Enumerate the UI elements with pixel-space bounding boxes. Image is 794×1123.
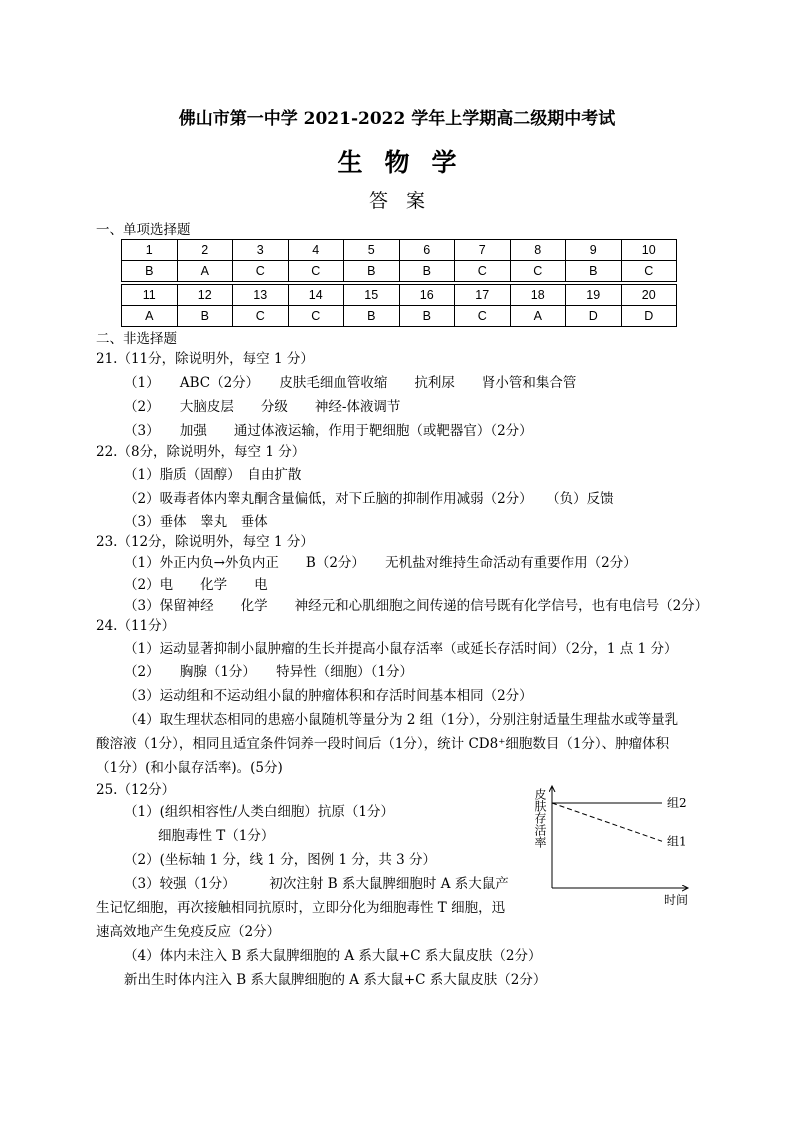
question-number-cell-9: 10 <box>621 240 677 261</box>
q24-line4a: （4）取生理状态相同的患癌小鼠随机等量分为 2 组（1分），分别注射适量生理盐水或等量乳 <box>124 712 679 728</box>
q24-line2: （2） 胸腺（1分） 特异性（细胞）（1分） <box>124 664 414 680</box>
answer-cell-1: A <box>177 261 233 282</box>
subject-title: 生物学 <box>337 148 479 177</box>
table-row-numbers-2 <box>122 285 677 306</box>
question-number-cell-3: 4 <box>288 240 344 261</box>
question-number-cell-8: 19 <box>566 285 622 306</box>
skin-survival-chart <box>530 780 700 908</box>
q25-line4b: 新出生时体内注入 B 系大鼠脾细胞的 A 系大鼠+C 系大鼠皮肤（2分） <box>124 972 547 988</box>
q23-heading: 23.（12分，除说明外，每空 1 分） <box>96 534 314 550</box>
answer-cell-4: B <box>344 261 400 282</box>
q24-line4c: （1分）(和小鼠存活率)。(5分) <box>96 760 283 776</box>
answer-label: 答案 <box>368 190 443 212</box>
q21-heading: 21.（11分，除说明外，每空 1 分） <box>96 351 314 367</box>
question-number-cell-5: 16 <box>399 285 455 306</box>
answer-cell-6: C <box>455 261 511 282</box>
q22-line2: （2）吸毒者体内睾丸酮含量偏低，对下丘脑的抑制作用减弱（2分） （负）反馈 <box>124 491 614 507</box>
q21-line2: （2） 大脑皮层 分级 神经-体液调节 <box>124 399 401 415</box>
question-number-cell-7: 8 <box>510 240 566 261</box>
answer-cell-9: D <box>621 306 677 327</box>
q25-line3b: 生记忆细胞，再次接触相同抗原时，立即分化为细胞毒性 T 细胞，迅 <box>96 900 506 916</box>
table-row-numbers-1 <box>122 240 677 261</box>
x-axis-label: 时间 <box>664 893 689 907</box>
q25-line4a: （4）体内未注入 B 系大鼠脾细胞的 A 系大鼠+C 系大鼠皮肤（2分） <box>124 948 542 964</box>
q22-line1: （1）脂质（固醇） 自由扩散 <box>124 467 302 483</box>
q25-line1: （1）(组织相容性/人类白细胞）抗原（1分） <box>124 804 394 820</box>
q25-heading: 25.（12分） <box>96 782 176 798</box>
answer-cell-9: C <box>621 261 677 282</box>
legend-group2: 组2 <box>667 796 687 810</box>
question-number-cell-0: 1 <box>122 240 178 261</box>
answer-cell-6: C <box>455 306 511 327</box>
question-number-cell-0: 11 <box>122 285 178 306</box>
section1-heading: 一、单项选择题 <box>96 222 191 238</box>
answer-cell-7: C <box>510 261 566 282</box>
exam-title: 佛山市第一中学 2021-2022 学年上学期高二级期中考试 <box>178 109 616 129</box>
answer-cell-7: A <box>510 306 566 327</box>
question-number-cell-4: 15 <box>344 285 400 306</box>
q23-line1: （1）外正内负→外负内正 B（2分） 无机盐对维持生命活动有重要作用（2分） <box>124 555 637 571</box>
q21-line1: （1） ABC（2分） 皮肤毛细血管收缩 抗利尿 肾小管和集合管 <box>124 375 577 391</box>
question-number-cell-7: 18 <box>510 285 566 306</box>
series-line-group1 <box>552 803 662 841</box>
q22-heading: 22.（8分，除说明外，每空 1 分） <box>96 444 306 460</box>
legend-group1: 组1 <box>667 834 687 849</box>
q24-heading: 24.（11分） <box>96 618 176 634</box>
q24-line3: （3）运动组和不运动组小鼠的肿瘤体积和存活时间基本相同（2分） <box>124 688 533 704</box>
answer-cell-1: B <box>177 306 233 327</box>
q25-line3a: （3）较强（1分） 初次注射 B 系大鼠脾细胞时 A 系大鼠产 <box>124 876 509 892</box>
multiple-choice-table <box>121 239 677 327</box>
table-row-answers-1 <box>122 261 677 282</box>
answer-cell-4: B <box>344 306 400 327</box>
question-number-cell-4: 5 <box>344 240 400 261</box>
answer-cell-8: D <box>566 306 622 327</box>
question-number-cell-6: 7 <box>455 240 511 261</box>
answer-cell-8: B <box>566 261 622 282</box>
question-number-cell-2: 3 <box>233 240 289 261</box>
answer-cell-5: B <box>399 261 455 282</box>
question-number-cell-8: 9 <box>566 240 622 261</box>
q23-line3: （3）保留神经 化学 神经元和心肌细胞之间传递的信号既有化学信号，也有电信号（2分） <box>124 598 709 614</box>
question-number-cell-1: 12 <box>177 285 233 306</box>
question-number-cell-3: 14 <box>288 285 344 306</box>
answer-cell-3: C <box>288 306 344 327</box>
question-number-cell-9: 20 <box>621 285 677 306</box>
q25-line1b: 细胞毒性 T（1分） <box>158 828 275 844</box>
table-row-answers-2 <box>122 306 677 327</box>
question-number-cell-6: 17 <box>455 285 511 306</box>
y-axis-label: 皮肤存活率 <box>533 788 547 848</box>
q25-line2: （2）(坐标轴 1 分，线 1 分，图例 1 分，共 3 分） <box>124 852 437 868</box>
question-number-cell-2: 13 <box>233 285 289 306</box>
q24-line1: （1）运动显著抑制小鼠肿瘤的生长并提高小鼠存活率（或延长存活时间）（2分，1 点 1 分） <box>124 641 678 657</box>
question-number-cell-1: 2 <box>177 240 233 261</box>
q22-line3: （3）垂体 睾丸 垂体 <box>124 514 268 530</box>
answer-cell-2: C <box>233 306 289 327</box>
q23-line2: （2）电 化学 电 <box>124 577 268 593</box>
q21-line3: （3） 加强 通过体液运输，作用于靶细胞（或靶器官）（2分） <box>124 423 533 439</box>
answer-cell-2: C <box>233 261 289 282</box>
answer-cell-5: B <box>399 306 455 327</box>
q25-line3c: 速高效地产生免疫反应（2分） <box>96 924 281 940</box>
question-number-cell-5: 6 <box>399 240 455 261</box>
section2-heading: 二、非选择题 <box>96 331 177 347</box>
answer-cell-0: B <box>122 261 178 282</box>
q24-line4b: 酸溶液（1分），相同且适宜条件饲养一段时间后（1分），统计 CD8⁺细胞数目（1分）、肿瘤体积 <box>96 736 670 752</box>
answer-cell-3: C <box>288 261 344 282</box>
answer-cell-0: A <box>122 306 178 327</box>
